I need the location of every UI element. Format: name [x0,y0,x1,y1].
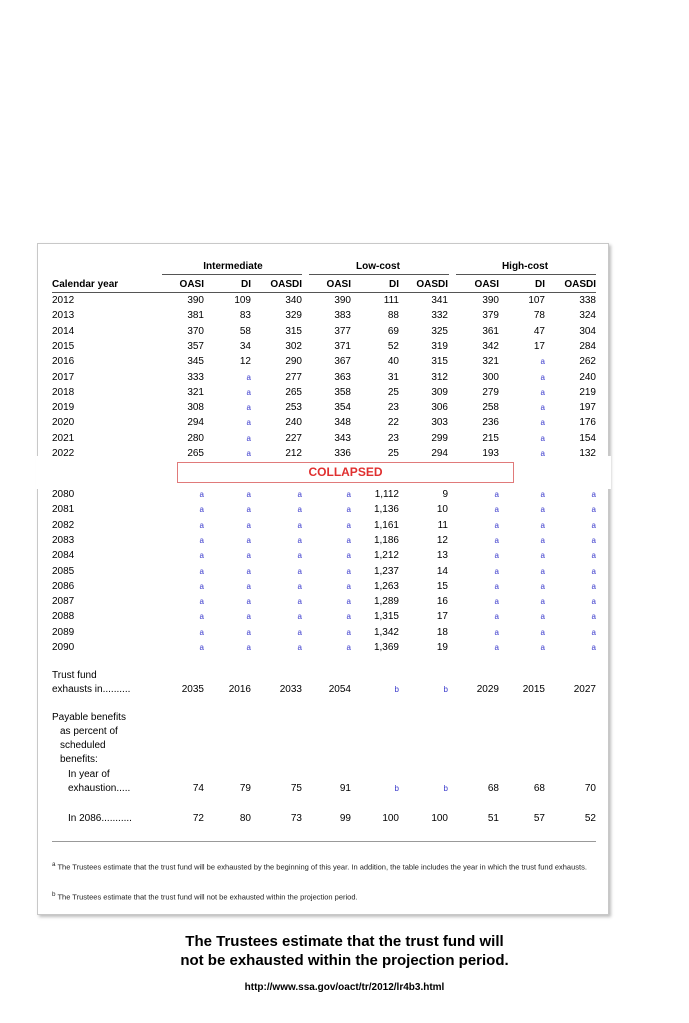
table-row-cell: a [246,627,251,637]
table-row-cell: a [246,566,251,576]
group-underline-lowcost [309,274,449,275]
exhaust-row-cell: 2016 [228,684,251,695]
table-row-cell: 154 [579,432,596,444]
table-row-cell: 219 [579,386,596,398]
table-row-cell: a [494,581,499,591]
table-row-cell: a [246,418,251,428]
table-row-cell: 357 [187,340,204,352]
table-row-cell: 236 [482,417,499,429]
table-row-cell: 370 [187,325,204,337]
table-row-cell: 381 [187,310,204,322]
table-row-cell: a [199,551,204,561]
table-row-cell: 294 [187,417,204,429]
table-row-cell: a [199,490,204,499]
table-row-cell: 329 [285,310,302,322]
table-row-cell: 336 [334,448,351,459]
table-row-cell: 1,289 [373,596,399,608]
table-row-cell: a [346,612,351,622]
row-year-label: 2017 [52,371,75,383]
table-row-cell: a [346,566,351,576]
collapse-gap-left [36,456,42,489]
collapsed-rows-indicator[interactable]: COLLAPSED [177,462,514,483]
table-row-cell: 12 [436,534,448,546]
column-header: OASI [179,279,204,290]
row-year-label: 2086 [52,580,75,592]
table-row-cell: a [246,505,251,515]
table-row-cell: 1,237 [373,565,399,577]
table-row-cell: 1,315 [373,611,399,623]
in-2086-row-cell: 80 [239,813,251,824]
calendar-year-header: Calendar year [52,279,119,290]
table-row-cell: 324 [579,310,596,322]
table-row-cell: 176 [579,417,596,429]
year-of-exhaustion-row-cell: 75 [290,783,302,794]
table-row-cell: a [494,612,499,622]
table-row-cell: a [540,433,545,443]
table-row-cell: 315 [431,356,448,368]
table-row-cell: a [591,551,596,561]
footnote-b [52,889,598,903]
table-row-cell: 240 [285,417,302,429]
table-row-cell: 358 [334,386,351,398]
row-year-label: 2081 [52,504,75,516]
table-row-cell: a [297,505,302,515]
table-row-cell: 1,136 [373,504,399,516]
column-header: DI [241,279,251,290]
table-row-cell: 302 [285,340,302,352]
table-row-cell: a [246,551,251,561]
table-row-cell: 18 [436,626,448,638]
year-of-exhaustion-row-cell: 70 [584,783,596,794]
table-row-cell: 212 [285,448,302,459]
table-row-cell: a [540,490,545,499]
table-row-cell: 338 [579,295,596,306]
year-of-exhaustion-row-cell: b [394,784,399,793]
table-row-cell: 197 [579,402,596,414]
table-row-cell: 111 [383,295,399,306]
payable-label-3: scheduled [60,740,106,751]
table-row-cell: a [346,551,351,561]
table-row-cell: 265 [187,448,204,459]
in-2086-row-cell: 52 [584,813,596,824]
footnote-a-text: The Trustees estimate that the trust fund will be exhausted by the beginning of this year. In addition, the table includes the year in which the trust fund exhausts. [57,862,587,872]
row-year-label: 2021 [52,432,75,444]
table-row-cell: a [297,520,302,530]
in-2086-row-cell: 72 [192,813,204,824]
table-row-cell: a [591,627,596,637]
table-row-cell: 22 [387,417,399,429]
table-row-cell: a [540,581,545,591]
table-row-cell: 321 [187,386,204,398]
table-row-cell: 23 [387,402,399,414]
table-row-cell: 265 [285,386,302,398]
row-year-label: 2087 [52,596,75,608]
table-row-cell: 303 [431,417,448,429]
row-year-label: 2022 [52,448,75,459]
table-row-cell: a [540,551,545,561]
table-row-cell: 363 [334,371,351,383]
table-row-cell: 333 [187,371,204,383]
table-row-cell: 1,342 [373,626,399,638]
table-row-cell: a [591,520,596,530]
table-row-cell: 332 [431,310,448,322]
table-row-cell: a [591,643,596,652]
year-of-exhaustion-row-cell: 68 [487,783,499,794]
table-row-cell: 1,186 [373,534,399,546]
table-row-cell: 258 [482,402,499,414]
table-row-cell: 279 [482,386,499,398]
table-row-cell: a [591,490,596,499]
table-row-cell: 12 [239,356,251,368]
footnote-b-mark: b [52,891,56,898]
table-row-cell: a [540,372,545,382]
table-row-cell: 341 [431,295,448,306]
table-row-cell: 1,161 [373,519,399,531]
in-2086-row-cell: 51 [487,813,499,824]
table-row-cell: 11 [437,519,448,531]
table-row-cell: a [199,612,204,622]
table-row-cell: 52 [387,340,399,352]
table-row-cell: a [297,627,302,637]
footnote-b-text: The Trustees estimate that the trust fund will not be exhausted within the projection period. [57,892,358,902]
table-row-cell: a [494,535,499,545]
table-row-cell: 16 [436,596,448,608]
table-row-cell: 253 [285,402,302,414]
collapse-gap-right [605,456,611,489]
table-row-cell: a [199,597,204,607]
table-row-cell: a [199,643,204,652]
table-row-cell: a [246,449,251,458]
table-row-cell: a [297,597,302,607]
table-row-cell: 312 [431,371,448,383]
table-row-cell: 390 [187,295,204,306]
table-row-cell: a [346,581,351,591]
row-year-label: 2085 [52,565,75,577]
table-row-cell: a [346,535,351,545]
table-row-cell: 1,369 [373,642,399,653]
table-row-cell: 9 [442,489,448,500]
table-row-cell: a [246,403,251,413]
table-row-cell: 280 [187,432,204,444]
table-row-cell: a [591,612,596,622]
table-row-cell: a [591,581,596,591]
year-of-exhaustion-row-cell: 79 [239,783,251,794]
table-row-cell: a [591,597,596,607]
column-header: OASI [326,279,351,290]
table-row-cell: 390 [482,295,499,306]
table-row-cell: 300 [482,371,499,383]
caption-line-2: not be exhausted within the projection period. [180,952,509,969]
table-row-cell: a [199,520,204,530]
table-row-cell: 23 [387,432,399,444]
table-row-cell: a [346,597,351,607]
exhaust-row-cell: 2035 [181,684,204,695]
row-year-label: 2089 [52,626,75,638]
exhaust-row-cell: b [443,685,448,694]
table-row-cell: 17 [533,340,545,352]
table-row-cell: 348 [334,417,351,429]
table-row-cell: 31 [387,371,399,383]
exhaust-row-cell: b [394,685,399,694]
year-of-exhaustion-row-cell: 68 [533,783,545,794]
exhaust-row-cell: 2029 [476,684,499,695]
table-row-cell: 240 [579,371,596,383]
table-row-cell: a [297,490,302,499]
table-row-cell: a [297,581,302,591]
row-year-label: 2088 [52,611,75,623]
table-row-cell: a [297,566,302,576]
table-row-cell: 1,212 [373,550,399,562]
table-row-cell: a [591,535,596,545]
table-row-cell: 69 [387,325,399,337]
in-2086-row-cell: 100 [382,813,399,824]
table-row-cell: 340 [285,295,302,306]
column-header: OASDI [564,279,596,290]
table-row-cell: a [246,643,251,652]
table-row-cell: a [540,612,545,622]
table-row-cell: 342 [482,340,499,352]
table-row-cell: 17 [436,611,448,623]
table-row-cell: a [246,612,251,622]
table-row-cell: 227 [285,432,302,444]
table-row-cell: 58 [239,325,251,337]
exhaust-row-cell: 2027 [573,684,596,695]
table-row-cell: a [540,357,545,367]
table-row-cell: 47 [533,325,545,337]
table-row-cell: 10 [436,504,448,516]
table-row-cell: 215 [482,432,499,444]
table-row-cell: 315 [285,325,302,337]
table-row-cell: 354 [334,402,351,414]
table-row-cell: a [199,535,204,545]
table-row-cell: a [540,449,545,458]
group-header-intermediate: Intermediate [203,261,263,272]
row-year-label: 2080 [52,489,75,500]
column-header: DI [535,279,545,290]
exhaust-row-cell: 2054 [328,684,351,695]
table-row-cell: a [346,643,351,652]
table-row-cell: 390 [334,295,351,306]
group-underline-highcost [456,274,596,275]
table-row-cell: a [297,643,302,652]
table-row-cell: 319 [431,340,448,352]
trust-fund-ratio-table [37,243,609,915]
table-row-cell: 14 [436,565,448,577]
table-row-cell: a [591,505,596,515]
table-row-cell: 377 [334,325,351,337]
in-2086-row-cell: 100 [431,813,448,824]
table-row-cell: 309 [431,386,448,398]
table-row-cell: 88 [387,310,399,322]
table-row-cell: a [246,581,251,591]
row-year-label: 2090 [52,642,75,653]
table-row-cell: a [199,581,204,591]
table-row-cell: a [540,627,545,637]
table-row-cell: a [199,627,204,637]
footnote-divider [52,841,596,842]
table-row-cell: 367 [334,356,351,368]
in-2086-row-cell: 73 [290,813,302,824]
row-year-label: 2020 [52,417,75,429]
table-row-cell: 345 [187,356,204,368]
footnote-a-mark: a [52,861,56,868]
group-underline-intermediate [162,274,302,275]
row-year-label: 2082 [52,519,75,531]
table-row-cell: a [297,551,302,561]
table-row-cell: 40 [387,356,399,368]
row-year-label: 2019 [52,402,75,414]
table-row-cell: a [540,505,545,515]
table-row-cell: 19 [436,642,448,653]
table-row-cell: a [494,597,499,607]
table-row-cell: 304 [579,325,596,337]
payable-label-4: benefits: [60,754,98,765]
table-row-cell: 277 [285,371,302,383]
table-row-cell: a [494,520,499,530]
table-row-cell: 284 [579,340,596,352]
column-header: OASDI [270,279,302,290]
table-row-cell: a [540,597,545,607]
table-row-cell: 306 [431,402,448,414]
row-year-label: 2018 [52,386,75,398]
table-row-cell: 343 [334,432,351,444]
table-row-cell: a [540,643,545,652]
table-row-cell: 361 [482,325,499,337]
table-row-cell: a [494,490,499,499]
table-row-cell: a [246,597,251,607]
table-row-cell: 15 [436,580,448,592]
table-row-cell: a [346,520,351,530]
table-row-cell: 1,112 [374,489,399,500]
table-row-cell: a [540,403,545,413]
row-year-label: 2015 [52,340,75,352]
row-year-label: 2013 [52,310,75,322]
table-row-cell: 109 [234,295,251,306]
year-of-exhaustion-row-cell: 74 [192,783,204,794]
exhaust-row-cell: 2015 [522,684,545,695]
source-url[interactable]: http://www.ssa.gov/oact/tr/2012/lr4b3.html [244,982,445,993]
table-row-cell: a [346,627,351,637]
exhaust-label-line1: Trust fund [52,670,97,681]
table-row-cell: 308 [187,402,204,414]
group-header-lowcost: Low-cost [356,261,400,272]
in-2086-row-cell: 99 [339,813,351,824]
table-row-cell: a [346,490,351,499]
table-row-cell: a [297,612,302,622]
table-row-cell: a [591,566,596,576]
table-row-cell: a [199,566,204,576]
row-year-label: 2084 [52,550,75,562]
caption-line-1: The Trustees estimate that the trust fund will [185,933,504,950]
table-row-cell: 321 [482,356,499,368]
table-row-cell: a [246,490,251,499]
column-header: OASI [474,279,499,290]
table-row-cell: 25 [387,448,399,459]
footnote-a [52,859,598,873]
table-row-cell: a [346,505,351,515]
table-row-cell: a [494,566,499,576]
table-row-cell: 132 [579,448,596,459]
payable-label-2: as percent of [60,726,118,737]
table-row-cell: 383 [334,310,351,322]
in-2086-label: In 2086........... [68,813,132,824]
column-header: OASDI [416,279,448,290]
table-row-cell: 294 [431,448,448,459]
table-row-cell: 34 [239,340,251,352]
year-of-exhaustion-row-cell: 91 [339,783,351,794]
table-row-cell: 371 [334,340,351,352]
table-row-cell: a [540,418,545,428]
year-of-exhaustion-label-2: exhaustion..... [68,783,131,794]
row-year-label: 2083 [52,534,75,546]
table-row-cell: a [540,520,545,530]
table-row-cell: 107 [528,295,545,306]
table-row-cell: a [246,433,251,443]
table-row-cell: a [494,505,499,515]
table-row-cell: a [494,627,499,637]
table-row-cell: 299 [431,432,448,444]
table-row-cell: 1,263 [373,580,399,592]
table-row-cell: a [246,387,251,397]
column-header: DI [389,279,399,290]
table-row-cell: 13 [436,550,448,562]
table-row-cell: a [494,551,499,561]
table-row-cell: a [246,520,251,530]
row-year-label: 2014 [52,325,75,337]
table-row-cell: a [494,643,499,652]
table-row-cell: a [246,372,251,382]
row-year-label: 2012 [52,295,75,306]
table-row-cell: 325 [431,325,448,337]
header-underline [52,292,596,293]
table-row-cell: a [199,505,204,515]
table-row-cell: a [297,535,302,545]
table-row-cell: 262 [579,356,596,368]
row-year-label: 2016 [52,356,75,368]
table-row-cell: 379 [482,310,499,322]
year-of-exhaustion-row-cell: b [443,784,448,793]
in-2086-row-cell: 57 [533,813,545,824]
group-header-highcost: High-cost [501,261,549,272]
exhaust-row-cell: 2033 [279,684,302,695]
table-row-cell: 83 [239,310,251,322]
exhaust-label-line2: exhausts in.......... [52,684,131,695]
table-row-cell: 193 [482,448,499,459]
payable-label-1: Payable benefits [52,712,126,723]
table-row-cell: a [246,535,251,545]
table-row-cell: 78 [533,310,545,322]
year-of-exhaustion-label-1: In year of [68,769,110,780]
table-row-cell: a [540,566,545,576]
table-row-cell: a [540,535,545,545]
table-row-cell: a [540,387,545,397]
table-row-cell: 25 [387,386,399,398]
table-row-cell: 290 [285,356,302,368]
